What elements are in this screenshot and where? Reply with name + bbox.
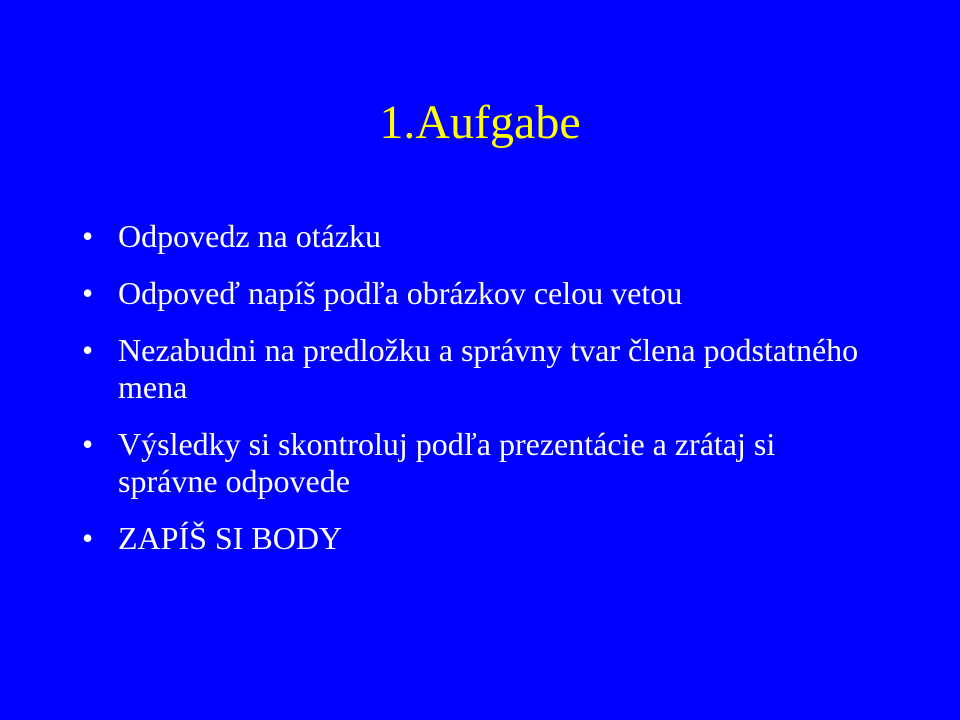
bullet-item (82, 275, 882, 312)
bullet-item (82, 520, 882, 557)
bullet-icon: • (82, 426, 94, 462)
bullet-icon: • (82, 275, 94, 311)
bullet-item (82, 218, 882, 255)
bullet-text: Nezabudni na predložku a správny tvar člena podstatného mena (118, 332, 859, 405)
slide-title: 1.Aufgabe (379, 96, 581, 149)
bullet-icon: • (82, 218, 94, 254)
bullet-icon: • (82, 332, 94, 368)
bullet-text: Odpovedz na otázku (118, 218, 382, 254)
bullet-list (82, 218, 882, 577)
bullet-item (82, 426, 882, 500)
bullet-item (82, 332, 882, 406)
bullet-text: ZAPÍŠ SI BODY (118, 520, 343, 556)
bullet-icon: • (82, 520, 94, 556)
bullet-text: Výsledky si skontroluj podľa prezentácie a zrátaj si správne odpovede (118, 426, 776, 499)
bullet-text: Odpoveď napíš podľa obrázkov celou vetou (118, 275, 683, 311)
